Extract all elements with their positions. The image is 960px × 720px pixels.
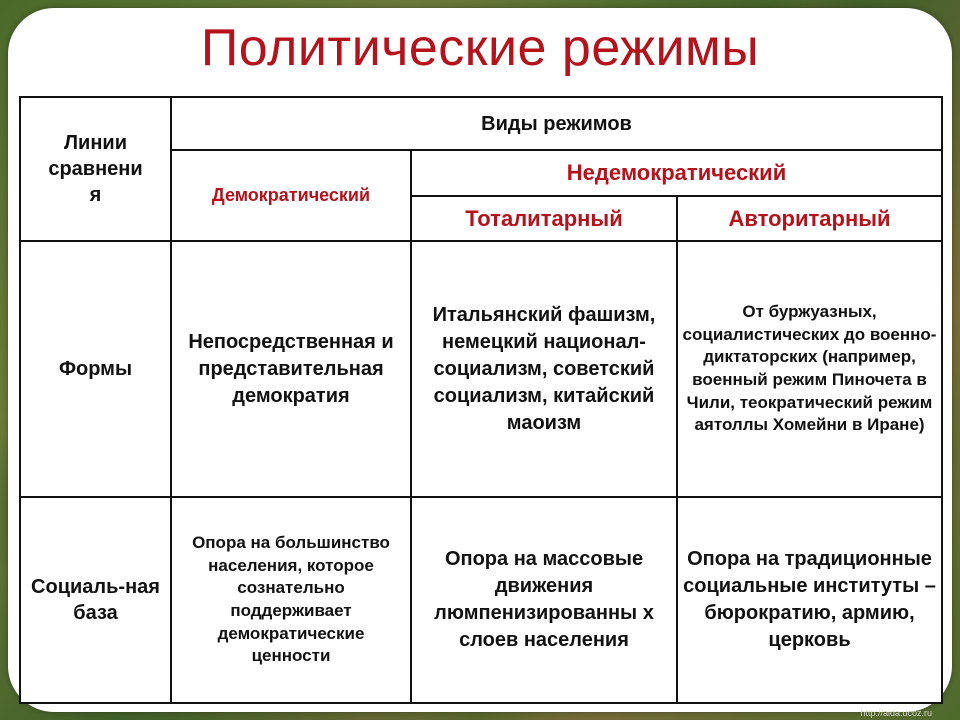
corner-header [20, 97, 171, 241]
cell-totalitarian-social-base: Опора на массовые движения люмпенизированны х слоев населения [411, 497, 677, 703]
corner-line-2: сравнени [48, 158, 143, 180]
slide-title: Политические режимы [200, 19, 760, 77]
row-label-forms: Формы [20, 241, 171, 497]
democratic-header: Демократический [171, 150, 411, 241]
table-row [20, 497, 942, 703]
regime-types-header: Виды режимов [171, 97, 942, 150]
corner-line-3: я [89, 184, 102, 206]
table-row [20, 241, 942, 497]
cell-totalitarian-forms: Итальянский фашизм, немецкий национал-социализм, советский социализм, китайский маоизм [411, 241, 677, 497]
regimes-table [19, 96, 943, 704]
cell-authoritarian-forms: От буржуазных, социалистических до военно-диктаторских (например, военный режим Пиночета в Чили, теократический режим аятоллы Хомейни в Иране) [677, 241, 942, 497]
totalitarian-header: Тоталитарный [411, 196, 677, 241]
watermark: http://aida.ucoz.ru [860, 708, 932, 718]
cell-authoritarian-social-base: Опора на традиционные социальные институты – бюрократию, армию, церковь [677, 497, 942, 703]
row-label-social-base: Социаль-ная база [20, 497, 171, 703]
cell-democratic-social-base: Опора на большинство населения, которое сознательно поддерживает демократические ценности [171, 497, 411, 703]
nondemocratic-header: Недемократический [411, 150, 942, 196]
authoritarian-header: Авторитарный [677, 196, 942, 241]
cell-democratic-forms: Непосредственная и представительная демократия [171, 241, 411, 497]
corner-line-1: Линии [64, 132, 127, 154]
